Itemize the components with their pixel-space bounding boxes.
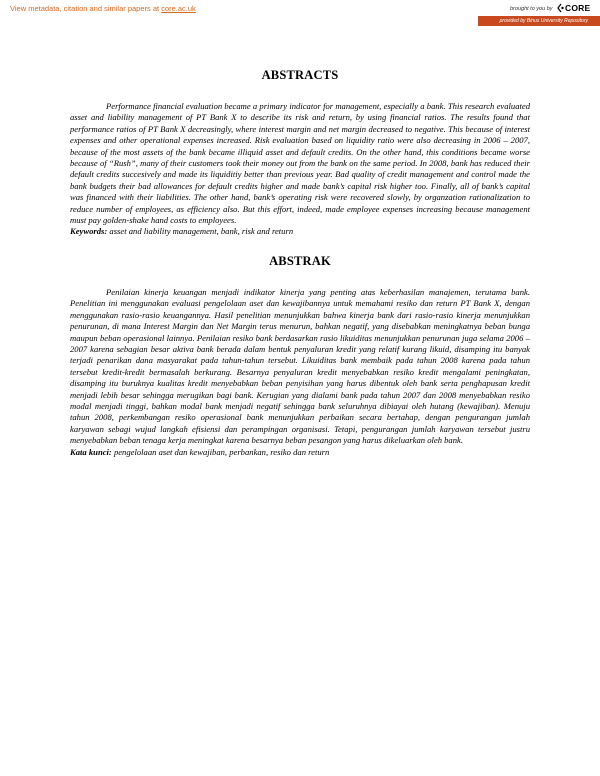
abstract-en-body: Performance financial evaluation became a primary indicator for management, especially a bank. This research evaluated asset and liability management of PT Bank X to describe its risk and return, by using financial ratios. The results found that performance ratios of PT Bank X decreasingly, where interest margin and net margin decreased to negative. This because of interest expenses and other operational expenses increased. Risk evaluation based on liquidity ratio were also decreasing in 2006 – 2007, because of the most assets of the bank became illiquid asset and default credits. On the other hand, this conditions became worse because of “Rush”, many of their customers took their money out from the bank on the same period. In 2008, bank has reduced their default credits succesively and made its liquiditiy better than previous year. Bad quality of credit management and control made the bank budgets their bad allowances for default credits higher and made bank’s capital risk higher too. Finally, all of bank’s capital was financed with their liabilities. The other hand, bank’s operating risk were recovered slowly, by organzation rationalization to reduce number of employees, as efficiency also. But this effort, indeed, made employee expenses increasing because management must pay golden-shake hand costs to employees. bbox=[70, 101, 530, 226]
core-logo[interactable]: CORE bbox=[565, 3, 591, 13]
abstract-en-heading: ABSTRACTS bbox=[261, 68, 339, 82]
keywords-en bbox=[70, 226, 530, 237]
provided-by-bar[interactable]: provided by Binus University Repository bbox=[478, 16, 600, 26]
core-banner bbox=[0, 0, 600, 28]
abstract-en bbox=[70, 101, 530, 226]
core-logo-icon bbox=[556, 3, 565, 13]
core-metadata-link[interactable] bbox=[10, 4, 196, 13]
abstract-id-heading: ABSTRAK bbox=[269, 253, 331, 268]
keywords-id-label: Kata kunci: bbox=[70, 446, 112, 457]
keywords-en-label: Keywords: bbox=[70, 226, 108, 237]
abstract-id bbox=[70, 287, 530, 447]
keywords-en-text: asset and liability management, bank, risk and return bbox=[109, 226, 294, 237]
brought-to-you-by: brought to you by bbox=[510, 6, 553, 12]
abstract-id-body: Penilaian kinerja keuangan menjadi indikator kinerja yang penting atas keberhasilan manajemen, terutama bank. Penelitian ini menggunakan evaluasi pengelolaan aset dan kewajibannya untuk memahami resiko dan return PT Bank X, dengan menggunakan rasio-rasio keuangannya. Hasil penelitian menunjukkan bahwa kinerja bank dari rasio-rasio kinerja menunjukkan penurunan, di mana Interest Margin dan Net Margin terus menurun, bahkan negatif, yang disebabkan meningkatnya beban bunga maupun beban operasional lainnya. Penilaian resiko bank berdasarkan rasio likuiditas menunjukkan penurunan juga selama 2006 – 2007 karena sebagian besar aktiva bank berada dalam bentuk penyaluran kredit yang relatif kurang likuid, disamping itu banyak terjadi penarikan dana masyarakat pada tahun-tahun tersebut. Likuiditas bank membaik pada tahun 2008 karena pada tahun tersebut kredit-kredit bermasalah berkurang. Besarnya penyaluran kredit menyebabkan resiko kredit mengalami peningkatan, disamping itu buruknya kualitas kredit menyebabkan beban penyisihan yang harus dibentuk oleh bank serta penghapusan kredit menjadi lebih besar sehingga merugikan bagi bank. Kerugian yang dialami bank pada tahun 2007 dan 2008 menyebabkan resiko modal menjadi tinggi, bahkan modal bank menjadi negatif sehingga bank seluruhnya dibiayai oleh hutang (kewajiban). Menuju tahun 2008, perkembangan resiko operasional bank menunjukkan perbaikan secara bertahap, dengan pengurangan jumlah karyawan sebagi wujud langkah efisiensi dan perampingan organisasi. Tetapi, pengurangan jumlah karyawan tersebut justru menyebabkan beban tenaga kerja meningkat karena besarnya beban pesangon yang harus dikeluarkan oleh bank. bbox=[70, 286, 530, 446]
core-link-prefix[interactable]: View metadata, citation and similar papers at bbox=[10, 4, 162, 13]
core-link-domain[interactable]: core.ac.uk bbox=[161, 4, 196, 13]
keywords-id-text: pengelolaan aset dan kewajiban, perbankan, resiko dan return bbox=[113, 446, 330, 457]
keywords-id bbox=[70, 447, 530, 458]
paper-content bbox=[70, 68, 530, 458]
